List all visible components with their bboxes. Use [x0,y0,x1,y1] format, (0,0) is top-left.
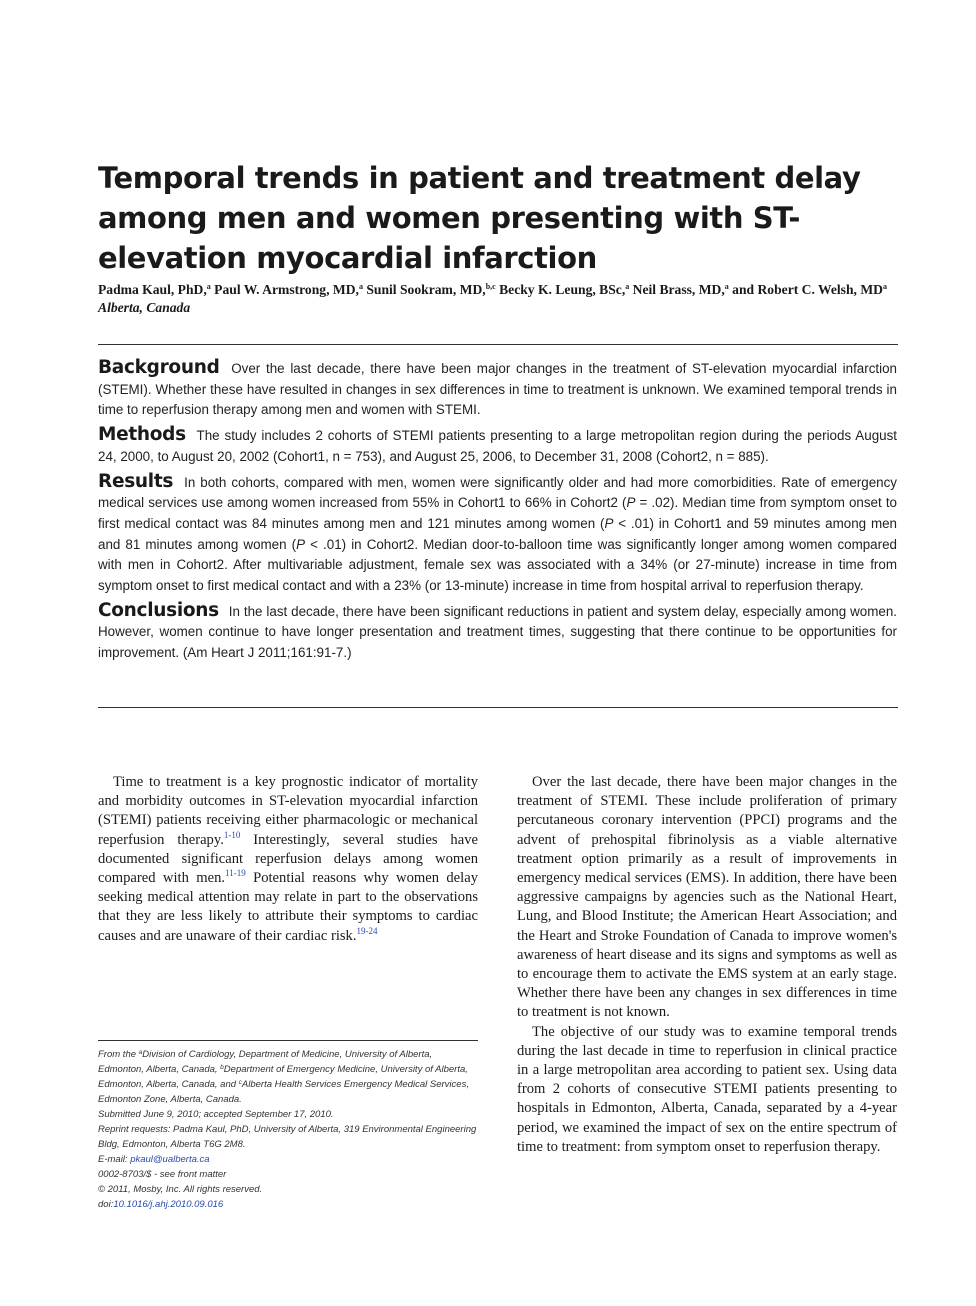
affiliation-mark: a [724,282,729,291]
author-name: and Robert C. Welsh, MD [732,282,883,297]
methods-text: The study includes 2 cohorts of STEMI patients presenting to a large metropolitan region during the periods August 24, 2000, to August 20, 2002 (Cohort1, n = 753), and August 25, 2006, to December 31, 2008 (Cohort2, n = 885). [98,428,897,464]
footnote-text: Division of Cardiology, Department of Medicine, University of Alberta, Edmonton, Alberta, Canada, [98,1049,433,1075]
citation-link[interactable]: 11-19 [225,868,246,879]
affiliation-mark: a [206,282,211,291]
issn-note: 0002-8703/$ - see front matter [98,1169,227,1180]
author-name: Padma Kaul, PhD, [98,282,207,297]
affiliation-mark: c [238,1079,242,1086]
p-value-symbol: P [296,536,306,552]
reprint-note: Reprint requests: Padma Kaul, PhD, University of Alberta, 319 Environmental Engineering Bldg, Edmonton, Alberta T6G 2M8. [98,1124,477,1150]
body-text: Interestingly, several studies have documented significant reperfusion delays among women compared with men. [98,831,478,887]
p-value-symbol: P [626,495,636,511]
email-link[interactable]: pkaul@ualberta.ca [130,1154,210,1165]
methods-heading: Methods [98,424,186,446]
background-heading: Background [98,357,220,378]
footnote-text: From the [98,1049,139,1060]
footnote-text: Alberta Health Services Emergency Medical Services, Edmonton Zone, Alberta, Canada. [98,1079,469,1105]
affiliations-note [98,1047,480,1107]
affiliation-mark: a [138,1049,143,1056]
email-label: E-mail: [98,1154,131,1165]
affiliation-mark: a [358,282,363,291]
affiliation-mark: b,c [485,282,496,291]
copyright-note: © 2011, Mosby, Inc. All rights reserved. [98,1184,263,1195]
affiliation-mark: b [220,1064,224,1071]
footnotes [98,1047,480,1212]
abstract-results [98,472,897,597]
author-name: Becky K. Leung, BSc, [499,282,626,297]
body-paragraph: The objective of our study was to examine temporal trends during the last decade in time to reperfusion in clinical practice in a large metropolitan area according to patient sex. Using data from 2 cohorts of consecutive STEMI patients presenting to hospitals in Edmonton, Alberta, Canada, separated by a 4-year period, we examined the impact of sex on the entire spectrum of time to treatment: from symptom onset to reperfusion therapy. [517,1023,897,1155]
results-text: < .01) in Cohort1 and 59 minutes among men and 81 minutes among women ( [98,515,897,552]
results-text: = .02). Median time from symptom onset to first medical contact was 84 minutes among men and 121 minutes among women ( [98,495,897,531]
results-text: < .01) in Cohort2. Median door-to-balloon time was significantly longer among women compared with men in Cohort2. After multivariable adjustment, female sex was associated with a 34% (or 27-minute) increase in time from symptom onset to first medical contact and with a 23% (or 13-minute) increase in time from hospital arrival to reperfusion therapy. [98,536,897,594]
author-list [98,281,898,317]
footnote-rule [98,1040,478,1041]
body-text: Time to treatment is a key prognostic indicator of mortality and morbidity outcomes in ST-elevation myocardial infarction (STEMI) patients receiving either pharmacologic or mechanical reperfusion therapy. [98,774,478,848]
results-heading: Results [98,470,174,492]
abstract-bottom-rule [98,707,898,708]
body-paragraph [98,773,478,946]
email-note [98,1152,480,1167]
abstract [98,358,897,668]
doi-label: doi: [98,1199,114,1210]
author-name: Paul W. Armstrong, MD, [214,282,359,297]
citation-link[interactable]: 19-24 [356,925,378,936]
doi-link[interactable]: 10.1016/j.ahj.2010.09.016 [113,1199,224,1210]
author-name: Sunil Sookram, MD, [366,282,486,297]
body-paragraph: Over the last decade, there have been major changes in the treatment of STEMI. These include proliferation of primary percutaneous coronary intervention (PPCI) programs and the advent of prehospital fibrinolysis as a viable alternative treatment option primarily as a result of improvements in emergency medical services (EMS). In addition, there have been aggressive campaigns by agencies such as the National Heart, Lung, and Blood Institute; the American Heart Association; and the Heart and Stroke Foundation of Canada to improve women's awareness of heart disease and its signs and symptoms as well as to encourage them to activate the EMS system at an early stage. Whether there have been any changes in sex differences in time to treatment is not known. [517,774,897,1021]
submitted-note: Submitted June 9, 2010; accepted September 17, 2010. [98,1109,334,1120]
doi-note [98,1197,480,1212]
conclusions-heading: Conclusions [98,599,219,621]
affiliation-mark: a [882,282,887,291]
conclusions-text: In the last decade, there have been significant reductions in patient and system delay, especially among women. However, women continue to have longer presentation and treatment times, suggesting that there continue to be opportunities for improvement. (Am Heart J 2011;161:91-7.) [98,603,897,661]
article-title: Temporal trends in patient and treatment delay among men and women presenting with ST-elevation myocardial infarction [98,161,861,275]
footnote-text: Department of Emergency Medicine, University of Alberta, Edmonton, Alberta, Canada, and [98,1064,468,1090]
background-text: Over the last decade, there have been major changes in the treatment of ST-elevation myocardial infarction (STEMI). Whether these have resulted in changes in sex differences in time to treatment is unknown. We examined temporal trends in time to reperfusion therapy among men and women with STEMI. [98,361,897,418]
author-name: Neil Brass, MD, [632,282,725,297]
author-location: Alberta, Canada [98,300,191,315]
body-column-left [98,773,478,946]
affiliation-mark: a [625,282,630,291]
body-column-right [517,773,897,1157]
abstract-background [98,358,897,421]
abstract-conclusions [98,601,897,664]
abstract-top-rule [98,344,898,345]
body-text: Potential reasons why women delay seeking medical attention may relate in part to the observations that they are less likely to attribute their symptoms to cardiac causes and are unaware of their cardiac risk. [98,870,478,944]
abstract-methods [98,425,897,467]
p-value-symbol: P [604,515,614,531]
citation-link[interactable]: 1-10 [223,829,241,840]
results-text: In both cohorts, compared with men, women were significantly older and had more comorbidities. Rate of emergency medical services use among women increased from 55% in Cohort1 to 66% in Cohort2 ( [98,474,897,511]
